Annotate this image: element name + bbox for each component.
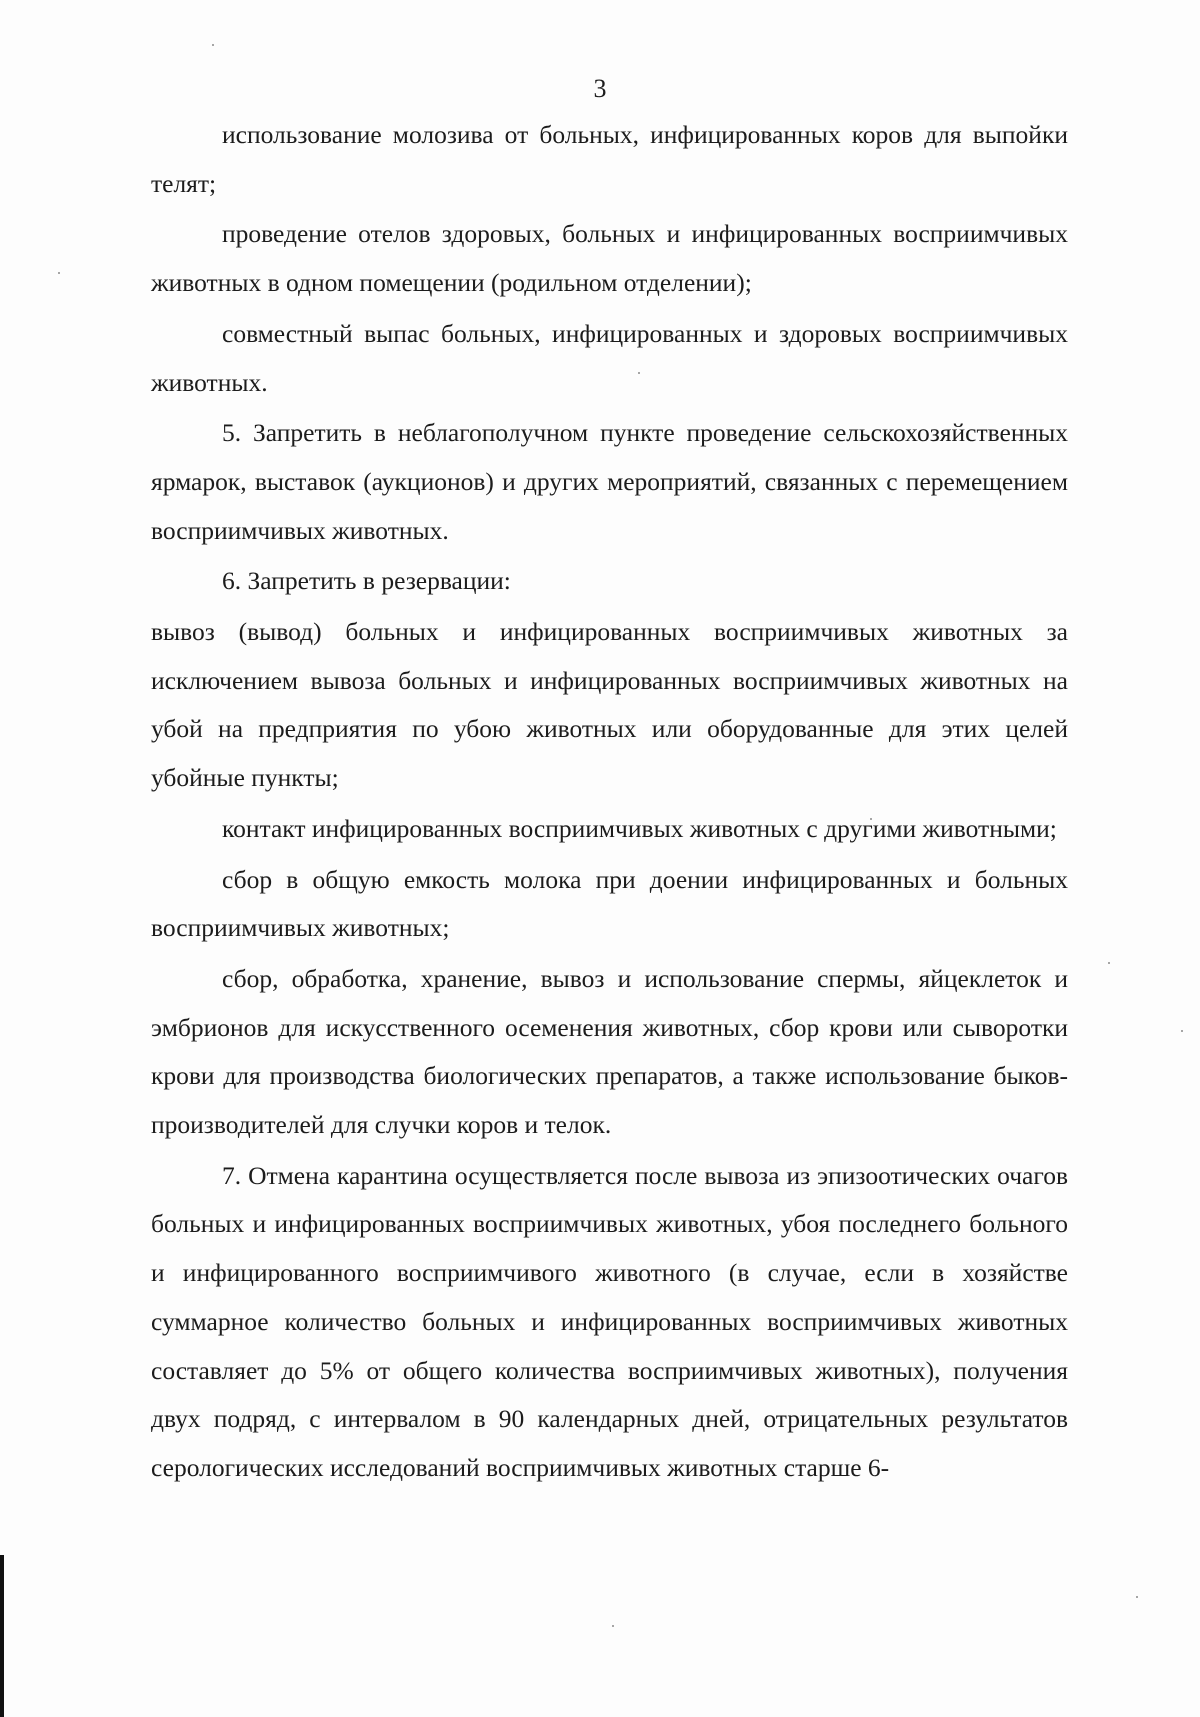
scan-speck [212,44,214,46]
paragraph: сбор в общую емкость молока при доении инфицированных и больных восприимчивых животных; [151,864,1068,943]
scan-speck [612,1625,614,1627]
paragraph: контакт инфицированных восприимчивых животных с другими животными; [222,813,1057,843]
scan-edge-mark [0,1555,4,1717]
paragraph: 7. Отмена карантина осуществляется после вывоза из эпизоотических очагов больных и инфицированных восприимчивых животных, убоя последнего больного и инфицированного восприимчивого животного (в случае, если в хозяйстве суммарное количество больных и инфицированных восприимчивых животных составляет до 5% от общего количества восприимчивых животных), получения двух подряд, с интервалом в 90 календарных дней, отрицательных результатов серологических исследований восприимчивых животных старше 6- [151,1160,1068,1482]
paragraph: проведение отелов здоровых, больных и инфицированных восприимчивых животных в одном помещении (родильном отделении); [151,219,1068,298]
scan-speck [58,272,60,274]
paragraph: 6. Запретить в резервации: [222,566,511,596]
scan-speck [1181,1030,1183,1032]
page-number: 3 [593,74,607,103]
paragraph: вывоз (вывод) больных и инфицированных восприимчивых животных за исключением вывоза больных и инфицированных восприимчивых животных на убой на предприятия по убою животных или оборудованные для этих целей убойные пункты; [151,617,1068,793]
paragraph: совместный выпас больных, инфицированных и здоровых восприимчивых животных. [151,318,1068,397]
scan-speck [1136,1596,1138,1598]
document-body [151,111,1068,1495]
paragraph: 5. Запретить в неблагополучном пункте проведение сельскохозяйственных ярмарок, выставок (аукционов) и других мероприятий, связанных с перемещением восприимчивых животных. [151,418,1068,545]
scan-speck [1108,962,1110,964]
paragraph: сбор, обработка, хранение, вывоз и использование спермы, яйцеклеток и эмбрионов для искусственного осеменения животных, сбор крови или сыворотки крови для производства биологических препаратов, а также использование быков-производителей для случки коров и телок. [151,963,1068,1140]
paragraph: использование молозива от больных, инфицированных коров для выпойки телят; [151,120,1068,198]
